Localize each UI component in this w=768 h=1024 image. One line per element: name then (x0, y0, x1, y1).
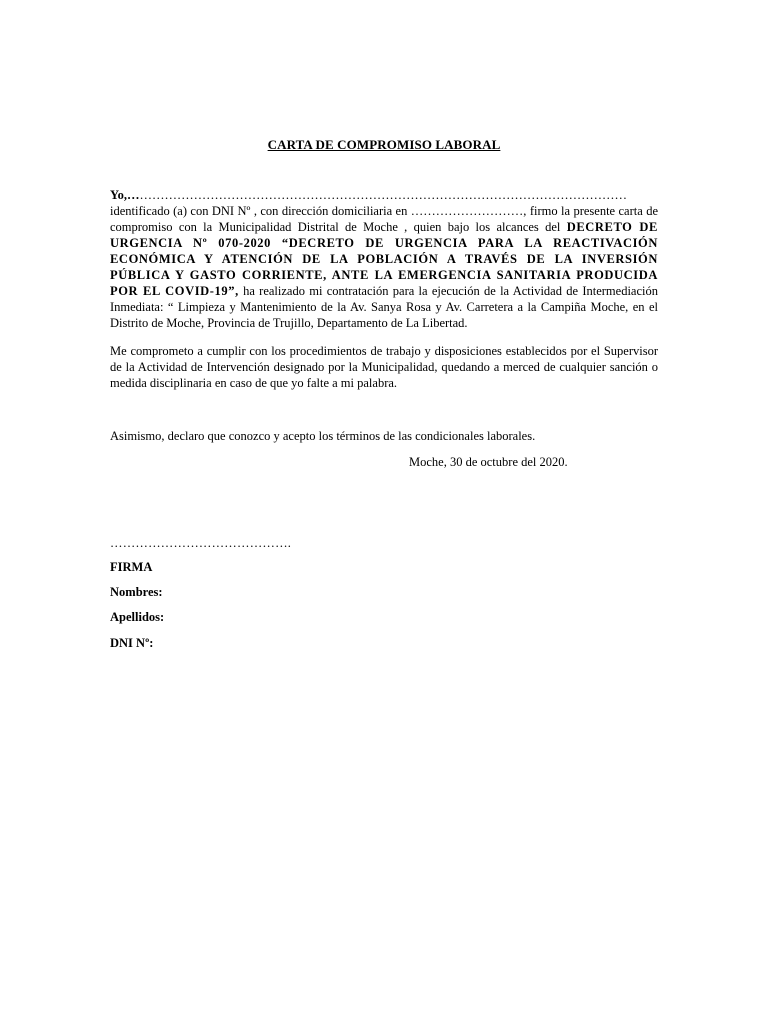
place-date: Moche, 30 de octubre del 2020. (409, 455, 568, 469)
signature-line: ……………………………………. (110, 536, 292, 550)
document-title: CARTA DE COMPROMISO LABORAL (267, 137, 501, 152)
identification-text: ……………………………………………………………………………………………………… identificado (a) con DNI Nº , con dirección domiciliaria en ………………………, firmo la presente carta de compromiso con la Municipalidad Distrital de Moche , quien bajo los alcances del (110, 188, 658, 234)
yo-label: Yo,… (110, 188, 140, 202)
names-label: Nombres: (110, 585, 163, 599)
obligations-paragraph: Me comprometo a cumplir con los procedimientos de trabajo y disposiciones establecidos por el Supervisor de la Actividad de Intervención designado por la Municipalidad, quedando a merced de cualquier sanción o medida disciplinaria en caso de que yo falte a mi palabra. (110, 344, 658, 390)
commitment-paragraph (110, 187, 658, 331)
acceptance-paragraph: Asimismo, declaro que conozco y acepto los términos de las condicionales laborales. (110, 429, 536, 443)
surnames-label: Apellidos: (110, 610, 165, 624)
activity-text: ha realizado mi contratación para la ejecución de la Actividad de Intermediación Inmediata: “ Limpieza y Mantenimiento de la Av. Sanya Rosa y Av. Carretera a la Campiña Moche, en el Distrito de Moche, Provincia de Trujillo, Departamento de La Libertad. (110, 284, 658, 330)
signature-label: FIRMA (110, 560, 153, 574)
dni-label: DNI Nº: (110, 636, 154, 650)
decree-reference: DECRETO DE URGENCIA Nº 070-2020 “DECRETO DE URGENCIA PARA LA REACTIVACIÓN ECONÓMICA Y ATENCIÓN DE LA POBLACIÓN A TRAVÉS DE LA INVERSIÓN PÚBLICA Y GASTO CORRIENTE, ANTE LA EMERGENCIA SANITARIA PRODUCIDA POR EL COVID-19”, (110, 220, 658, 298)
